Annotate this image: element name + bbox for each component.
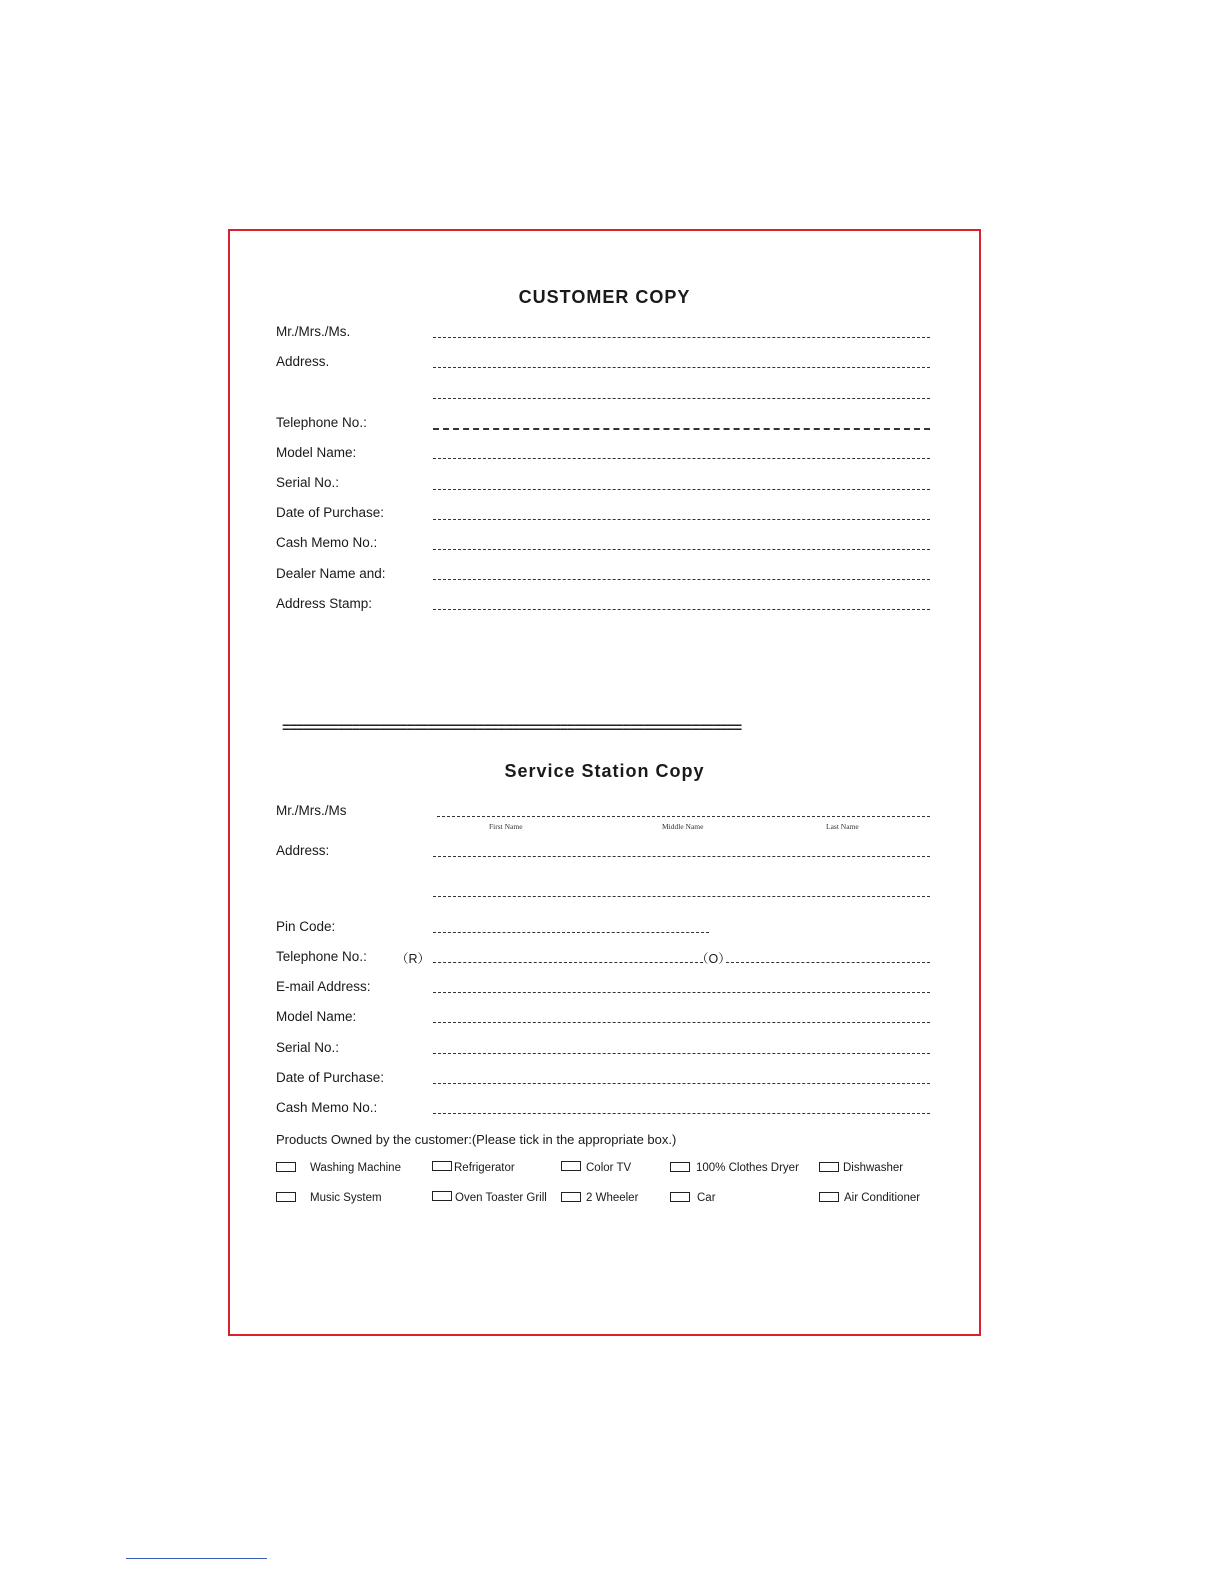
color-tv-checkbox[interactable] — [561, 1161, 581, 1171]
cust-dealer-line[interactable] — [433, 579, 930, 580]
svc-name-line[interactable] — [437, 816, 930, 817]
cust-date-line[interactable] — [433, 519, 930, 520]
oven-toaster-grill-label: Oven Toaster Grill — [455, 1192, 547, 1204]
color-tv-label: Color TV — [586, 1162, 632, 1174]
cust-model-line[interactable] — [433, 458, 930, 459]
svc-address-line-2[interactable] — [433, 896, 930, 897]
products-owned-title: Products Owned by the customer:(Please tick in the appropriate box.) — [276, 1132, 677, 1147]
cust-dealer-label: Dealer Name and: — [276, 566, 386, 581]
cust-memo-line[interactable] — [433, 549, 930, 550]
svc-serial-line[interactable] — [433, 1053, 930, 1054]
cut-separator: ================================================================== — [282, 721, 741, 737]
cust-serial-line[interactable] — [433, 489, 930, 490]
cust-address-label: Address. — [276, 354, 330, 369]
svc-memo-label: Cash Memo No.: — [276, 1100, 378, 1115]
svc-telephone-label: Telephone No.: — [276, 949, 367, 964]
svc-memo-line[interactable] — [433, 1113, 930, 1114]
svc-model-line[interactable] — [433, 1022, 930, 1023]
svc-address-line-1[interactable] — [433, 856, 930, 857]
svc-pin-label: Pin Code: — [276, 919, 336, 934]
first-name-sublabel: First Name — [489, 822, 523, 831]
refrigerator-checkbox[interactable] — [432, 1161, 452, 1171]
tel-residence-tag: （R） — [396, 952, 431, 966]
music-system-label: Music System — [310, 1192, 382, 1204]
two-wheeler-checkbox[interactable] — [561, 1192, 581, 1202]
middle-name-sublabel: Middle Name — [662, 822, 704, 831]
cust-serial-label: Serial No.: — [276, 475, 340, 490]
svc-address-label: Address: — [276, 843, 330, 858]
svc-email-label: E-mail Address: — [276, 979, 371, 994]
svc-email-line[interactable] — [433, 992, 930, 993]
car-label: Car — [697, 1192, 716, 1204]
svc-tel-o-line[interactable] — [726, 962, 930, 963]
svc-pin-line[interactable] — [433, 932, 709, 933]
oven-toaster-grill-checkbox[interactable] — [432, 1191, 452, 1201]
cust-model-label: Model Name: — [276, 445, 357, 460]
clothes-dryer-checkbox[interactable] — [670, 1162, 690, 1172]
cust-telephone-label: Telephone No.: — [276, 415, 367, 430]
tel-office-tag: （O） — [696, 952, 731, 966]
cust-date-label: Date of Purchase: — [276, 505, 385, 520]
cust-stamp-label: Address Stamp: — [276, 596, 373, 611]
cust-address-line-2[interactable] — [433, 398, 930, 399]
car-checkbox[interactable] — [670, 1192, 690, 1202]
dishwasher-label: Dishwasher — [843, 1162, 904, 1174]
cust-address-line-1[interactable] — [433, 367, 930, 368]
washing-machine-label: Washing Machine — [310, 1162, 401, 1174]
form-frame — [228, 229, 981, 1336]
dishwasher-checkbox[interactable] — [819, 1162, 839, 1172]
service-copy-title: Service Station Copy — [504, 761, 705, 781]
svc-tel-r-line[interactable] — [433, 962, 703, 963]
cust-name-label: Mr./Mrs./Ms. — [276, 324, 351, 339]
air-conditioner-label: Air Conditioner — [844, 1192, 921, 1204]
svc-serial-label: Serial No.: — [276, 1040, 340, 1055]
customer-copy-title: CUSTOMER COPY — [518, 287, 691, 307]
washing-machine-checkbox[interactable] — [276, 1162, 296, 1172]
cust-stamp-line[interactable] — [433, 609, 930, 610]
cust-name-line[interactable] — [433, 337, 930, 338]
cust-memo-label: Cash Memo No.: — [276, 535, 378, 550]
cust-telephone-line[interactable] — [433, 428, 930, 430]
last-name-sublabel: Last Name — [826, 822, 859, 831]
svc-date-label: Date of Purchase: — [276, 1070, 385, 1085]
air-conditioner-checkbox[interactable] — [819, 1192, 839, 1202]
svc-date-line[interactable] — [433, 1083, 930, 1084]
clothes-dryer-label: 100% Clothes Dryer — [696, 1162, 799, 1174]
music-system-checkbox[interactable] — [276, 1192, 296, 1202]
refrigerator-label: Refrigerator — [454, 1162, 515, 1174]
footer-link-underline — [126, 1558, 267, 1559]
two-wheeler-label: 2 Wheeler — [586, 1192, 639, 1204]
svc-name-label: Mr./Mrs./Ms — [276, 803, 347, 818]
svc-model-label: Model Name: — [276, 1009, 357, 1024]
